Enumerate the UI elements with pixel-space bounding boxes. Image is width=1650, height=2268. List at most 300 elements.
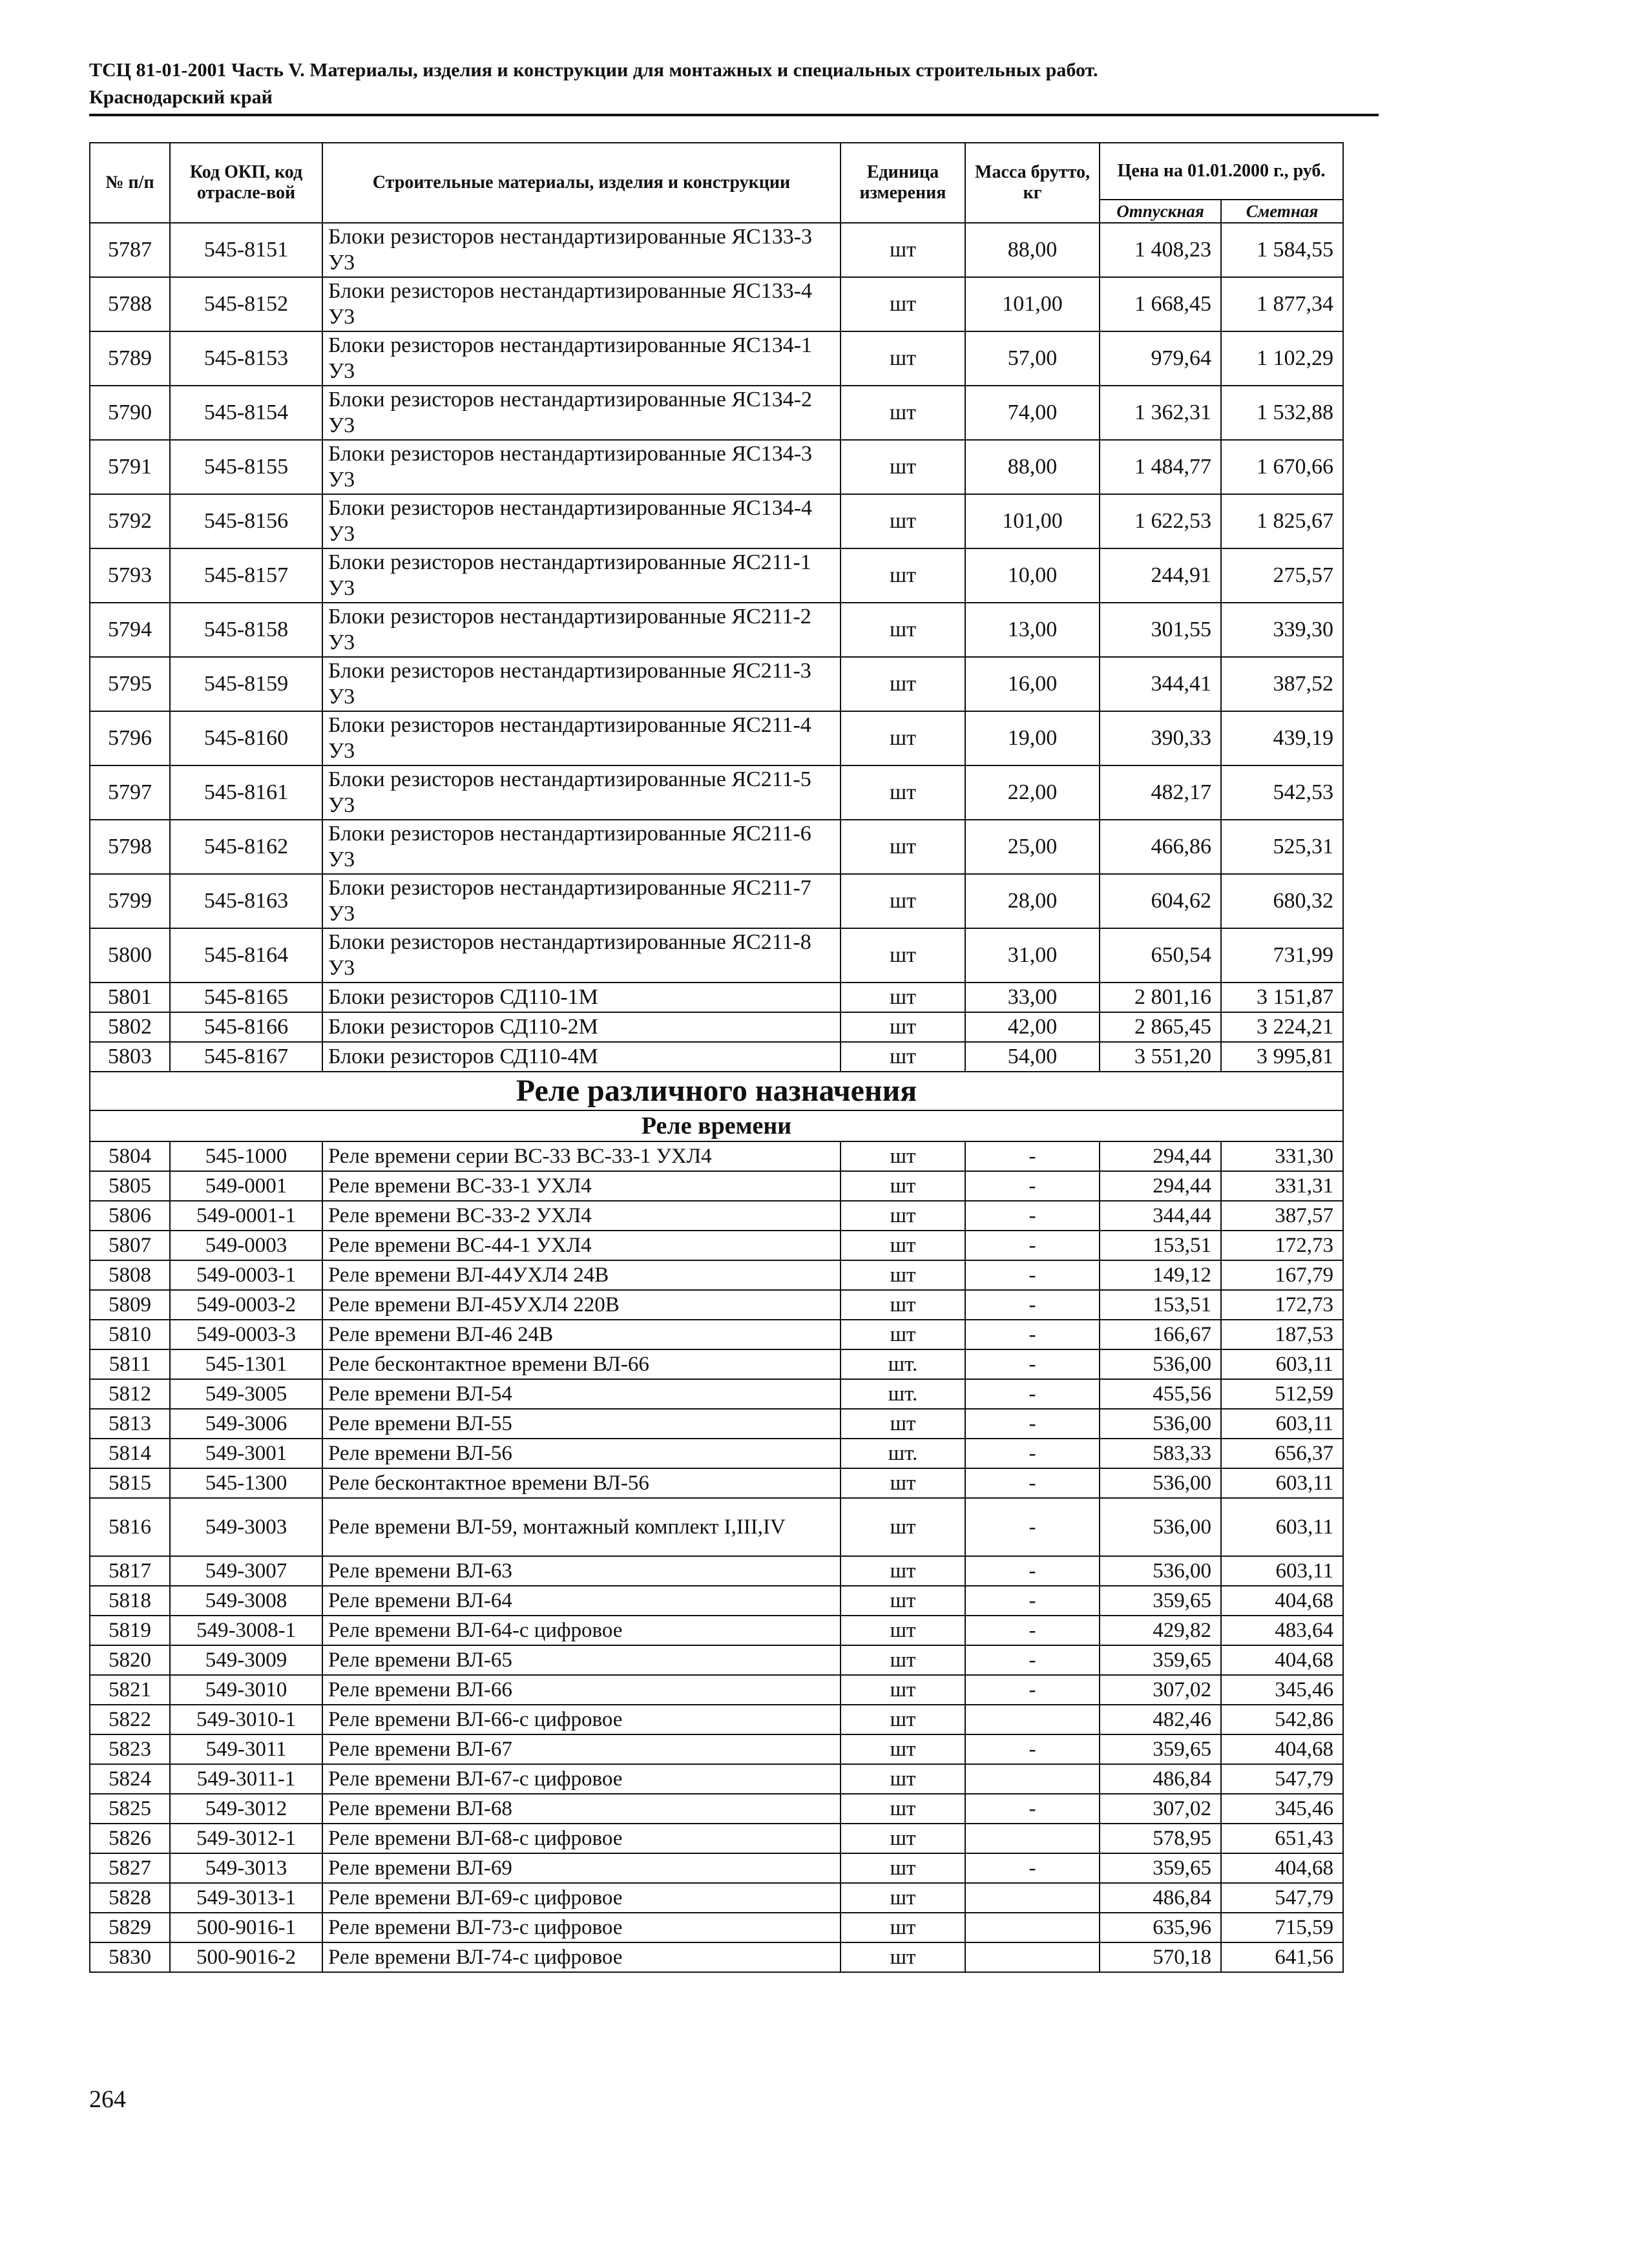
cell-unit: шт <box>841 1705 965 1734</box>
table-row <box>90 386 1343 440</box>
cell-price-release: 1 362,31 <box>1100 386 1221 440</box>
table-row <box>90 1171 1343 1201</box>
cell-price-release: 650,54 <box>1100 928 1221 983</box>
cell-code: 549-3008-1 <box>170 1616 322 1645</box>
relay-rows-block-2 <box>90 1556 1343 1972</box>
cell-price-estimate: 439,19 <box>1221 711 1343 765</box>
cell-price-release: 1 408,23 <box>1100 223 1221 277</box>
cell-code: 549-3012-1 <box>170 1824 322 1853</box>
cell-mass: 54,00 <box>965 1042 1100 1072</box>
table-row <box>90 1675 1343 1705</box>
table-row <box>90 928 1343 983</box>
cell-price-estimate: 1 825,67 <box>1221 494 1343 548</box>
subsection-row <box>90 1110 1343 1141</box>
cell-name: Реле времени ВЛ-59, монтажный комплект I,III,IV <box>322 1498 841 1556</box>
header-name: Строительные материалы, изделия и конструкции <box>322 143 841 223</box>
cell-mass: 42,00 <box>965 1012 1100 1042</box>
cell-code: 549-0001-1 <box>170 1201 322 1231</box>
cell-mass: - <box>965 1260 1100 1290</box>
table-row <box>90 494 1343 548</box>
cell-price-release: 2 865,45 <box>1100 1012 1221 1042</box>
cell-price-release: 482,46 <box>1100 1705 1221 1734</box>
cell-unit: шт <box>841 657 965 711</box>
cell-price-release: 359,65 <box>1100 1853 1221 1883</box>
cell-code: 500-9016-2 <box>170 1942 322 1972</box>
cell-name: Реле бесконтактное времени ВЛ-56 <box>322 1468 841 1498</box>
cell-code: 545-8165 <box>170 983 322 1012</box>
cell-code: 545-8155 <box>170 440 322 494</box>
cell-price-release: 307,02 <box>1100 1675 1221 1705</box>
cell-code: 545-8167 <box>170 1042 322 1072</box>
table-row <box>90 711 1343 765</box>
document-header <box>89 57 1379 116</box>
header-region: Краснодарский край <box>89 87 273 108</box>
cell-price-estimate: 404,68 <box>1221 1586 1343 1616</box>
cell-num: 5824 <box>90 1764 170 1794</box>
cell-num: 5826 <box>90 1824 170 1853</box>
cell-mass: - <box>965 1409 1100 1439</box>
cell-name: Реле времени ВЛ-65 <box>322 1645 841 1675</box>
cell-code: 545-8154 <box>170 386 322 440</box>
cell-mass: 101,00 <box>965 494 1100 548</box>
cell-price-estimate: 603,11 <box>1221 1498 1343 1556</box>
cell-price-estimate: 172,73 <box>1221 1290 1343 1320</box>
cell-num: 5803 <box>90 1042 170 1072</box>
cell-code: 549-3007 <box>170 1556 322 1586</box>
table-row <box>90 1201 1343 1231</box>
cell-price-estimate: 1 102,29 <box>1221 331 1343 386</box>
cell-code: 545-8158 <box>170 603 322 657</box>
cell-num: 5807 <box>90 1231 170 1260</box>
cell-price-release: 536,00 <box>1100 1556 1221 1586</box>
cell-unit: шт <box>841 1201 965 1231</box>
cell-price-estimate: 3 995,81 <box>1221 1042 1343 1072</box>
cell-unit: шт <box>841 1171 965 1201</box>
cell-mass: - <box>965 1468 1100 1498</box>
cell-unit: шт <box>841 548 965 603</box>
cell-price-estimate: 167,79 <box>1221 1260 1343 1290</box>
cell-price-estimate: 651,43 <box>1221 1824 1343 1853</box>
cell-price-estimate: 3 224,21 <box>1221 1012 1343 1042</box>
cell-code: 545-8160 <box>170 711 322 765</box>
cell-name: Реле времени ВЛ-69 <box>322 1853 841 1883</box>
table-row <box>90 223 1343 277</box>
cell-num: 5810 <box>90 1320 170 1349</box>
cell-unit: шт <box>841 874 965 928</box>
cell-code: 549-0003-2 <box>170 1290 322 1320</box>
cell-unit: шт <box>841 765 965 820</box>
cell-code: 549-3010 <box>170 1675 322 1705</box>
cell-code: 545-8161 <box>170 765 322 820</box>
cell-price-release: 455,56 <box>1100 1379 1221 1409</box>
cell-price-estimate: 387,52 <box>1221 657 1343 711</box>
cell-price-release: 294,44 <box>1100 1171 1221 1201</box>
cell-name: Реле времени ВЛ-68-с цифровое <box>322 1824 841 1853</box>
cell-mass: 31,00 <box>965 928 1100 983</box>
cell-price-release: 344,44 <box>1100 1201 1221 1231</box>
table-row <box>90 603 1343 657</box>
cell-name: Реле времени ВЛ-45УХЛ4 220В <box>322 1290 841 1320</box>
cell-price-estimate: 547,79 <box>1221 1883 1343 1913</box>
table-row <box>90 1913 1343 1942</box>
cell-num: 5793 <box>90 548 170 603</box>
cell-unit: шт <box>841 983 965 1012</box>
cell-price-release: 3 551,20 <box>1100 1042 1221 1072</box>
cell-mass: - <box>965 1201 1100 1231</box>
cell-num: 5808 <box>90 1260 170 1290</box>
table-row <box>90 331 1343 386</box>
cell-code: 545-1300 <box>170 1468 322 1498</box>
cell-name: Реле времени ВЛ-68 <box>322 1794 841 1824</box>
cell-num: 5825 <box>90 1794 170 1824</box>
cell-mass: - <box>965 1320 1100 1349</box>
cell-name: Реле времени серии ВС-33 ВС-33-1 УХЛ4 <box>322 1141 841 1171</box>
table-row <box>90 1853 1343 1883</box>
cell-num: 5791 <box>90 440 170 494</box>
cell-name: Блоки резисторов нестандартизированные ЯС134-4 У3 <box>322 494 841 548</box>
header-code: Код ОКП, код отрасле-вой <box>170 143 322 223</box>
header-price-release: Отпускная <box>1100 200 1221 223</box>
cell-mass: 25,00 <box>965 820 1100 874</box>
table-row <box>90 820 1343 874</box>
cell-price-release: 244,91 <box>1100 548 1221 603</box>
cell-mass: - <box>965 1734 1100 1764</box>
table-row <box>90 1556 1343 1586</box>
cell-unit: шт <box>841 494 965 548</box>
cell-name: Реле времени ВЛ-46 24В <box>322 1320 841 1349</box>
table-row <box>90 1439 1343 1468</box>
cell-mass: - <box>965 1379 1100 1409</box>
cell-price-release: 166,67 <box>1100 1320 1221 1349</box>
cell-price-estimate: 547,79 <box>1221 1764 1343 1794</box>
cell-num: 5812 <box>90 1379 170 1409</box>
cell-name: Блоки резисторов нестандартизированные ЯС211-4 У3 <box>322 711 841 765</box>
cell-unit: шт <box>841 603 965 657</box>
cell-unit: шт <box>841 1616 965 1645</box>
cell-price-estimate: 656,37 <box>1221 1439 1343 1468</box>
cell-num: 5787 <box>90 223 170 277</box>
cell-unit: шт <box>841 1320 965 1349</box>
cell-mass: - <box>965 1290 1100 1320</box>
cell-price-estimate: 3 151,87 <box>1221 983 1343 1012</box>
cell-unit: шт <box>841 1942 965 1972</box>
cell-price-release: 2 801,16 <box>1100 983 1221 1012</box>
cell-mass: 74,00 <box>965 386 1100 440</box>
cell-name: Блоки резисторов нестандартизированные ЯС133-4 У3 <box>322 277 841 331</box>
cell-price-release: 536,00 <box>1100 1468 1221 1498</box>
cell-price-release: 536,00 <box>1100 1409 1221 1439</box>
table-row <box>90 1616 1343 1645</box>
cell-price-release: 359,65 <box>1100 1734 1221 1764</box>
cell-num: 5822 <box>90 1705 170 1734</box>
cell-price-estimate: 172,73 <box>1221 1231 1343 1260</box>
cell-price-estimate: 603,11 <box>1221 1556 1343 1586</box>
cell-name: Блоки резисторов нестандартизированные ЯС211-7 У3 <box>322 874 841 928</box>
cell-num: 5790 <box>90 386 170 440</box>
cell-unit: шт <box>841 1794 965 1824</box>
cell-code: 549-0003-3 <box>170 1320 322 1349</box>
cell-price-release: 429,82 <box>1100 1616 1221 1645</box>
cell-price-release: 153,51 <box>1100 1231 1221 1260</box>
cell-unit: шт <box>841 1042 965 1072</box>
cell-unit: шт <box>841 1468 965 1498</box>
table-row <box>90 1883 1343 1913</box>
cell-unit: шт. <box>841 1439 965 1468</box>
cell-code: 545-8166 <box>170 1012 322 1042</box>
cell-mass <box>965 1913 1100 1942</box>
cell-num: 5805 <box>90 1171 170 1201</box>
cell-price-estimate: 404,68 <box>1221 1853 1343 1883</box>
cell-num: 5817 <box>90 1556 170 1586</box>
cell-mass: - <box>965 1141 1100 1171</box>
cell-price-release: 1 484,77 <box>1100 440 1221 494</box>
section-row <box>90 1072 1343 1110</box>
cell-price-estimate: 387,57 <box>1221 1201 1343 1231</box>
cell-name: Реле времени ВЛ-69-с цифровое <box>322 1883 841 1913</box>
cell-unit: шт <box>841 1675 965 1705</box>
subsection-title: Реле времени <box>90 1110 1343 1141</box>
table-row <box>90 1942 1343 1972</box>
cell-code: 545-8156 <box>170 494 322 548</box>
header-mass: Масса брутто, кг <box>965 143 1100 223</box>
cell-name: Блоки резисторов нестандартизированные ЯС134-3 У3 <box>322 440 841 494</box>
cell-mass: - <box>965 1794 1100 1824</box>
cell-name: Реле времени ВЛ-44УХЛ4 24В <box>322 1260 841 1290</box>
cell-mass: - <box>965 1853 1100 1883</box>
table-row <box>90 874 1343 928</box>
cell-code: 545-8164 <box>170 928 322 983</box>
cell-unit: шт. <box>841 1349 965 1379</box>
table-row <box>90 1734 1343 1764</box>
cell-name: Реле времени ВС-44-1 УХЛ4 <box>322 1231 841 1260</box>
table-row <box>90 1290 1343 1320</box>
table-row <box>90 1320 1343 1349</box>
relay-rows-block-1 <box>90 1141 1343 1498</box>
cell-price-estimate: 331,31 <box>1221 1171 1343 1201</box>
cell-mass: 19,00 <box>965 711 1100 765</box>
cell-price-release: 359,65 <box>1100 1645 1221 1675</box>
cell-price-estimate: 542,86 <box>1221 1705 1343 1734</box>
cell-unit: шт <box>841 1260 965 1290</box>
cell-name: Реле времени ВЛ-63 <box>322 1556 841 1586</box>
table-row <box>90 983 1343 1012</box>
cell-code: 549-3011 <box>170 1734 322 1764</box>
cell-unit: шт <box>841 1853 965 1883</box>
cell-mass: - <box>965 1171 1100 1201</box>
cell-mass: - <box>965 1231 1100 1260</box>
cell-mass <box>965 1705 1100 1734</box>
cell-mass: - <box>965 1439 1100 1468</box>
table-row <box>90 548 1343 603</box>
cell-mass: - <box>965 1586 1100 1616</box>
cell-code: 545-8152 <box>170 277 322 331</box>
cell-price-estimate: 483,64 <box>1221 1616 1343 1645</box>
cell-price-release: 301,55 <box>1100 603 1221 657</box>
cell-price-estimate: 512,59 <box>1221 1379 1343 1409</box>
cell-name: Реле времени ВЛ-55 <box>322 1409 841 1439</box>
cell-num: 5798 <box>90 820 170 874</box>
cell-code: 545-8159 <box>170 657 322 711</box>
cell-mass: 88,00 <box>965 440 1100 494</box>
table-row <box>90 1586 1343 1616</box>
header-num: № п/п <box>90 143 170 223</box>
cell-num: 5797 <box>90 765 170 820</box>
cell-price-estimate: 1 532,88 <box>1221 386 1343 440</box>
cell-code: 500-9016-1 <box>170 1913 322 1942</box>
cell-price-release: 583,33 <box>1100 1439 1221 1468</box>
cell-unit: шт <box>841 928 965 983</box>
cell-price-release: 390,33 <box>1100 711 1221 765</box>
cell-name: Реле времени ВЛ-73-с цифровое <box>322 1913 841 1942</box>
cell-num: 5827 <box>90 1853 170 1883</box>
cell-price-estimate: 404,68 <box>1221 1645 1343 1675</box>
cell-price-estimate: 542,53 <box>1221 765 1343 820</box>
cell-name: Реле времени ВЛ-66 <box>322 1675 841 1705</box>
cell-num: 5792 <box>90 494 170 548</box>
table-row <box>90 1042 1343 1072</box>
cell-unit: шт <box>841 277 965 331</box>
cell-code: 545-1000 <box>170 1141 322 1171</box>
cell-price-release: 578,95 <box>1100 1824 1221 1853</box>
cell-name: Блоки резисторов нестандартизированные ЯС133-3 У3 <box>322 223 841 277</box>
price-table <box>89 142 1344 1973</box>
cell-price-estimate: 345,46 <box>1221 1675 1343 1705</box>
cell-code: 549-3009 <box>170 1645 322 1675</box>
cell-code: 549-3012 <box>170 1794 322 1824</box>
table-row <box>90 1012 1343 1042</box>
cell-num: 5794 <box>90 603 170 657</box>
cell-mass <box>965 1942 1100 1972</box>
cell-mass: 101,00 <box>965 277 1100 331</box>
cell-code: 549-3008 <box>170 1586 322 1616</box>
cell-mass <box>965 1883 1100 1913</box>
cell-name: Блоки резисторов нестандартизированные ЯС211-3 У3 <box>322 657 841 711</box>
cell-num: 5804 <box>90 1141 170 1171</box>
cell-price-estimate: 331,30 <box>1221 1141 1343 1171</box>
cell-mass: 10,00 <box>965 548 1100 603</box>
table-row <box>90 1349 1343 1379</box>
header-price: Цена на 01.01.2000 г., руб. <box>1100 143 1343 200</box>
cell-price-estimate: 641,56 <box>1221 1942 1343 1972</box>
cell-price-release: 307,02 <box>1100 1794 1221 1824</box>
cell-code: 549-0003-1 <box>170 1260 322 1290</box>
cell-name: Блоки резисторов нестандартизированные ЯС211-5 У3 <box>322 765 841 820</box>
cell-price-estimate: 404,68 <box>1221 1734 1343 1764</box>
cell-price-release: 536,00 <box>1100 1349 1221 1379</box>
cell-price-estimate: 1 670,66 <box>1221 440 1343 494</box>
cell-code: 549-3005 <box>170 1379 322 1409</box>
cell-name: Блоки резисторов нестандартизированные ЯС211-8 У3 <box>322 928 841 983</box>
table-row <box>90 277 1343 331</box>
cell-num: 5806 <box>90 1201 170 1231</box>
page-number: 264 <box>89 2086 126 2113</box>
cell-mass <box>965 1824 1100 1853</box>
cell-unit: шт. <box>841 1379 965 1409</box>
cell-unit: шт <box>841 1231 965 1260</box>
cell-price-release: 1 668,45 <box>1100 277 1221 331</box>
cell-unit: шт <box>841 711 965 765</box>
table-row <box>90 1498 1343 1556</box>
table-row <box>90 1231 1343 1260</box>
cell-price-release: 604,62 <box>1100 874 1221 928</box>
cell-unit: шт <box>841 1290 965 1320</box>
resistor-rows-block <box>90 223 1343 983</box>
table-row <box>90 1764 1343 1794</box>
cell-price-release: 979,64 <box>1100 331 1221 386</box>
cell-mass: - <box>965 1616 1100 1645</box>
cell-name: Реле времени ВЛ-74-с цифровое <box>322 1942 841 1972</box>
table-row <box>90 657 1343 711</box>
cell-price-estimate: 603,11 <box>1221 1409 1343 1439</box>
cell-price-estimate: 715,59 <box>1221 1913 1343 1942</box>
cell-unit: шт <box>841 331 965 386</box>
cell-unit: шт <box>841 1764 965 1794</box>
cell-unit: шт <box>841 1556 965 1586</box>
cell-unit: шт <box>841 1409 965 1439</box>
cell-name: Блоки резисторов нестандартизированные ЯС211-1 У3 <box>322 548 841 603</box>
table-row <box>90 1141 1343 1171</box>
cell-name: Блоки резисторов нестандартизированные ЯС211-6 У3 <box>322 820 841 874</box>
cell-num: 5802 <box>90 1012 170 1042</box>
cell-unit: шт <box>841 1824 965 1853</box>
cell-num: 5830 <box>90 1942 170 1972</box>
cell-num: 5820 <box>90 1645 170 1675</box>
cell-code: 545-8162 <box>170 820 322 874</box>
cell-price-release: 149,12 <box>1100 1260 1221 1290</box>
cell-name: Реле времени ВЛ-56 <box>322 1439 841 1468</box>
cell-price-estimate: 603,11 <box>1221 1349 1343 1379</box>
cell-price-release: 486,84 <box>1100 1883 1221 1913</box>
cell-name: Реле времени ВЛ-67 <box>322 1734 841 1764</box>
cell-price-estimate: 187,53 <box>1221 1320 1343 1349</box>
table-row <box>90 1705 1343 1734</box>
cell-mass: 13,00 <box>965 603 1100 657</box>
cell-name: Блоки резисторов СД110-4М <box>322 1042 841 1072</box>
cell-num: 5801 <box>90 983 170 1012</box>
cell-mass: - <box>965 1349 1100 1379</box>
cell-name: Реле времени ВЛ-64 <box>322 1586 841 1616</box>
cell-num: 5828 <box>90 1883 170 1913</box>
table-row <box>90 1824 1343 1853</box>
cell-price-release: 536,00 <box>1100 1498 1221 1556</box>
cell-name: Реле времени ВС-33-1 УХЛ4 <box>322 1171 841 1201</box>
cell-num: 5821 <box>90 1675 170 1705</box>
cell-name: Реле бесконтактное времени ВЛ-66 <box>322 1349 841 1379</box>
cell-price-estimate: 525,31 <box>1221 820 1343 874</box>
cell-unit: шт <box>841 1883 965 1913</box>
cell-unit: шт <box>841 1586 965 1616</box>
cell-mass: - <box>965 1675 1100 1705</box>
cell-unit: шт <box>841 1012 965 1042</box>
cell-num: 5814 <box>90 1439 170 1468</box>
cell-num: 5789 <box>90 331 170 386</box>
cell-num: 5788 <box>90 277 170 331</box>
cell-price-estimate: 339,30 <box>1221 603 1343 657</box>
cell-num: 5796 <box>90 711 170 765</box>
cell-code: 549-3006 <box>170 1409 322 1439</box>
cell-unit: шт <box>841 440 965 494</box>
table-row <box>90 440 1343 494</box>
table-header <box>90 143 1343 223</box>
header-price-estimate: Сметная <box>1221 200 1343 223</box>
cell-price-release: 359,65 <box>1100 1586 1221 1616</box>
cell-code: 549-3003 <box>170 1498 322 1556</box>
cell-name: Блоки резисторов нестандартизированные ЯС134-1 У3 <box>322 331 841 386</box>
cell-price-release: 482,17 <box>1100 765 1221 820</box>
cell-num: 5799 <box>90 874 170 928</box>
cell-num: 5809 <box>90 1290 170 1320</box>
cell-code: 545-8151 <box>170 223 322 277</box>
